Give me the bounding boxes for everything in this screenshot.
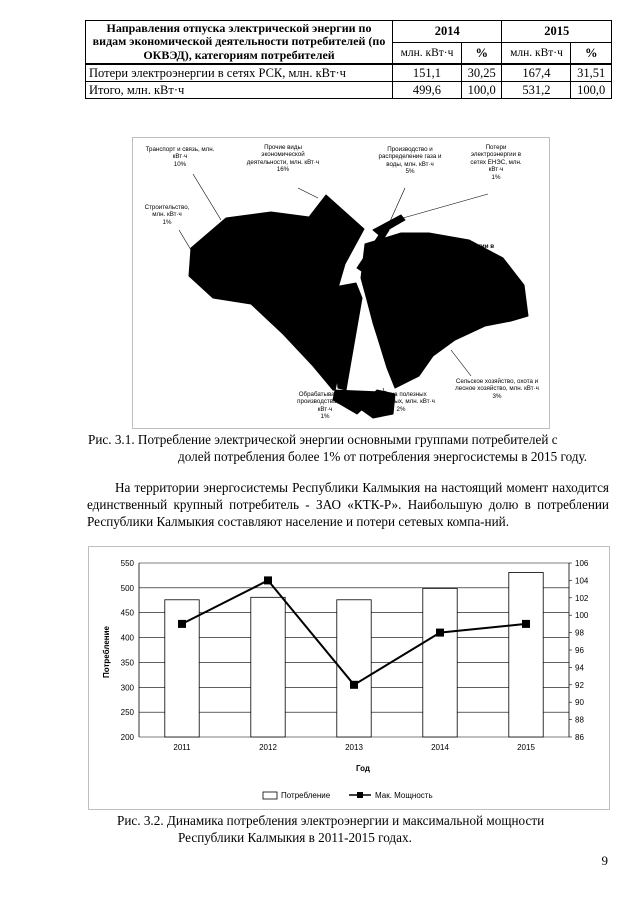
table-header-2014: 2014 [393, 21, 502, 43]
body-paragraph: На территории энергосистемы Республики Калмыкия на настоящий момент находится единственный крупный потребитель - ЗАО «КТК-Р». Наибольшую долю в потреблении Республики Калмыкия составляют население и потери сетевых компа-ний. [87, 480, 609, 529]
page-number: 9 [601, 853, 608, 868]
pie-label-other-activities: Прочие виды экономической деятельности, млн. кВт·ч 16% [246, 144, 320, 174]
legend-bar-swatch [263, 792, 277, 799]
y2-tick-label: 90 [575, 698, 584, 708]
y-tick-label: 300 [120, 683, 134, 693]
table-cell: 167,4 [502, 64, 571, 82]
table-header-2015: 2015 [502, 21, 612, 43]
legend-line-marker [357, 792, 363, 798]
y-tick-label: 200 [120, 733, 134, 742]
pie-label-manufacturing: Обрабатывающие производства, млн. кВт·ч 1% [297, 391, 353, 421]
y2-tick-label: 98 [575, 628, 584, 638]
pie-slice-unes-losses [373, 215, 405, 235]
table-cell: 499,6 [393, 82, 462, 99]
y-tick-label: 400 [120, 633, 134, 643]
pie-label-transport: Транспорт и связь, млн. кВт·ч 10% [145, 146, 215, 168]
line-marker [436, 629, 444, 637]
y-tick-label: 550 [120, 559, 134, 568]
bar [251, 597, 285, 737]
y2-tick-label: 88 [575, 715, 584, 725]
x-tick-label: 2013 [345, 743, 363, 752]
figure-caption-3-2-line2: Республики Калмыкия в 2011-2015 годах. [178, 830, 412, 845]
figure-caption-3-2-line1: Рис. 3.2. Динамика потребления электроэнергии и максимальной мощности [117, 813, 545, 828]
x-tick-label: 2014 [431, 743, 449, 752]
pie-label-rsk-losses: Потери электроэнергии в сетях РСК, млн. кВт·ч 32% [415, 243, 495, 265]
bar [509, 572, 543, 737]
line-marker [264, 576, 272, 584]
y2-tick-label: 102 [575, 593, 589, 603]
y-tick-label: 500 [120, 583, 134, 593]
table-unit-2014: млн. кВт·ч [393, 42, 462, 64]
bar-chart [88, 546, 610, 810]
legend-bar-label: Потребление [281, 791, 331, 800]
figure-caption-3-1-line1: Рис. 3.1. Потребление электрической энергии основными группами потребителей с [88, 432, 558, 447]
pie-label-agriculture: Сельское хозяйство, охота и лесное хозяйство, млн. кВт·ч 3% [455, 378, 539, 400]
table-cell: 31,51 [571, 64, 612, 82]
y-tick-label: 350 [120, 658, 134, 668]
pie-label-gas-water: Производство и распределение газа и воды, млн. кВт·ч 5% [378, 146, 442, 176]
table-header-directions: Направления отпуска электрической энергии по видам экономической деятельности потребителей (по ОКВЭД), категориям потребителей [86, 21, 393, 65]
table-row [86, 64, 612, 82]
bar-chart-svg [89, 547, 611, 811]
table-unit-2015: млн. кВт·ч [502, 42, 571, 64]
x-tick-label: 2011 [173, 743, 191, 752]
pie-label-mining: Добыча полезных ископаемых, млн. кВт·ч 2% [367, 391, 435, 413]
y2-tick-label: 86 [575, 733, 584, 742]
table-cell: 100,0 [571, 82, 612, 99]
table-cell: 531,2 [502, 82, 571, 99]
table-pct-2014: % [461, 42, 502, 64]
x-tick-label: 2015 [517, 743, 535, 752]
x-tick-label: 2012 [259, 743, 277, 752]
y2-tick-label: 100 [575, 611, 589, 621]
table-cell: 151,1 [393, 64, 462, 82]
y-tick-label: 450 [120, 608, 134, 618]
line-marker [178, 620, 186, 628]
y-axis-label: Потребление [102, 626, 111, 678]
table-cell-label: Потери электроэнергии в сетях РСК, млн. кВт·ч [86, 64, 393, 82]
line-marker [350, 681, 358, 689]
table-cell-label: Итого, млн. кВт·ч [86, 82, 393, 99]
figure-caption-3-1-line2: долей потребления более 1% от потребления энергосистемы в 2015 году. [178, 449, 588, 464]
table-pct-2015: % [571, 42, 612, 64]
pie-label-construction: Строительство, млн. кВт·ч 1% [144, 204, 190, 226]
y-tick-label: 250 [120, 708, 134, 718]
bar [337, 600, 371, 737]
y2-tick-label: 94 [575, 663, 584, 673]
table-row [86, 82, 612, 99]
energy-table [85, 20, 612, 99]
x-axis-label: Год [356, 764, 370, 773]
y2-tick-label: 106 [575, 559, 589, 568]
line-marker [522, 620, 530, 628]
y2-tick-label: 92 [575, 680, 584, 690]
table-cell: 30,25 [461, 64, 502, 82]
pie-chart [132, 137, 550, 429]
y2-tick-label: 104 [575, 576, 589, 586]
pie-label-unes-losses: Потери электроэнергии в сетях ЕНЭС, млн. кВт·ч 1% [470, 144, 522, 181]
legend-line-label: Мак. Мощность [375, 791, 433, 800]
table-cell: 100,0 [461, 82, 502, 99]
bar [423, 588, 457, 737]
y2-tick-label: 96 [575, 646, 584, 655]
